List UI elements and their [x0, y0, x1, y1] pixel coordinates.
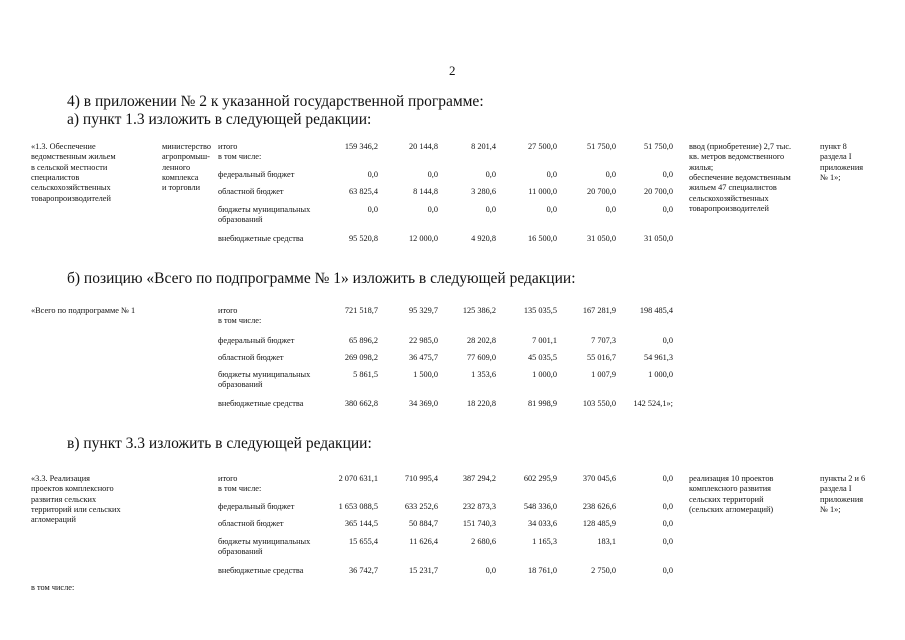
cell-value: 602 295,9 — [523, 474, 557, 483]
cell-value: 0,0 — [662, 336, 673, 345]
row-label-line: бюджеты муниципальных — [218, 370, 311, 379]
item-name-line: специалистов — [31, 172, 80, 182]
cell-value: 135 035,5 — [523, 306, 557, 315]
cell-value: 63 825,4 — [348, 187, 378, 196]
cell-value: 31 050,0 — [586, 234, 616, 243]
row-label-line: внебюджетные средства — [218, 399, 304, 408]
row-label-line: бюджеты муниципальных — [218, 537, 311, 546]
cell-value: 95 520,8 — [348, 234, 378, 243]
cell-value: 380 662,8 — [344, 399, 378, 408]
cell-value: 34 033,6 — [527, 519, 557, 528]
row-label-line: федеральный бюджет — [218, 336, 295, 345]
footer-note: в том числе: — [31, 583, 75, 592]
cell-value: 1 653 088,5 — [338, 502, 378, 511]
row-label-line: в том числе: — [218, 152, 262, 162]
cell-value: 1 000,0 — [648, 370, 673, 379]
cell-value: 198 485,4 — [639, 306, 673, 315]
page-number: 2 — [449, 63, 456, 78]
cell-value: 0,0 — [662, 474, 673, 483]
row-label-line: итого — [218, 474, 238, 483]
cell-value: 18 761,0 — [527, 566, 557, 575]
item-name-line: развития сельских — [31, 494, 97, 504]
reference-line: раздела I — [820, 484, 852, 494]
cell-value: 20 144,8 — [408, 142, 438, 151]
cell-value: 28 202,8 — [466, 336, 496, 345]
cell-value: 183,1 — [597, 537, 616, 546]
cell-value: 36 742,7 — [348, 566, 378, 575]
cell-value: 0,0 — [367, 205, 378, 214]
reference-line: приложения — [820, 162, 864, 172]
cell-value: 2 070 631,1 — [338, 474, 378, 483]
cell-value: 65 896,2 — [348, 336, 378, 345]
item-name-line: «1.3. Обеспечение — [31, 142, 96, 151]
cell-value: 16 500,0 — [527, 234, 557, 243]
cell-value: 0,0 — [485, 205, 496, 214]
heading-b: б) позицию «Всего по подпрограмме № 1» изложить в следующей редакции: — [67, 270, 576, 287]
expected-result-line: (сельских агломераций) — [689, 504, 774, 514]
cell-value: 4 920,8 — [471, 234, 496, 243]
row-label-line: областной бюджет — [218, 187, 284, 196]
cell-value: 95 329,7 — [408, 306, 438, 315]
cell-value: 12 000,0 — [408, 234, 438, 243]
cell-value: 387 294,2 — [462, 474, 496, 483]
expected-result-line: сельскохозяйственных — [689, 193, 769, 203]
cell-value: 151 740,3 — [462, 519, 496, 528]
expected-result-line: обеспечение ведомственным — [689, 172, 791, 182]
expected-result-line: товаропроизводителей — [689, 203, 769, 213]
row-label-line: в том числе: — [218, 484, 262, 494]
expected-result-line: реализация 10 проектов — [689, 474, 774, 483]
responsible-line: комплекса — [162, 172, 199, 182]
row-label-line: областной бюджет — [218, 353, 284, 362]
cell-value: 0,0 — [485, 566, 496, 575]
row-label-line: образований — [218, 380, 263, 390]
cell-value: 20 700,0 — [586, 187, 616, 196]
expected-result-line: жилья; — [689, 162, 714, 172]
intro-line-1: 4) в приложении № 2 к указанной государственной программе: — [67, 93, 484, 110]
cell-value: 3 280,6 — [471, 187, 496, 196]
cell-value: 45 035,5 — [527, 353, 557, 362]
cell-value: 0,0 — [427, 170, 438, 179]
cell-value: 128 485,9 — [582, 519, 616, 528]
cell-value: 51 750,0 — [643, 142, 673, 151]
cell-value: 8 144,8 — [413, 187, 438, 196]
row-label-line: внебюджетные средства — [218, 566, 304, 575]
intro-line-2: а) пункт 1.3 изложить в следующей редакции: — [67, 111, 372, 128]
cell-value: 8 201,4 — [471, 142, 496, 151]
cell-value: 0,0 — [662, 170, 673, 179]
cell-value: 1 000,0 — [532, 370, 557, 379]
row-label-line: в том числе: — [218, 316, 262, 326]
expected-result-line: сельских территорий — [689, 494, 764, 504]
cell-value: 1 353,6 — [471, 370, 496, 379]
reference-line: № 1»; — [820, 504, 841, 514]
cell-value: 125 386,2 — [462, 306, 496, 315]
cell-value: 103 550,0 — [582, 399, 616, 408]
item-name-line: агломераций — [31, 515, 76, 525]
item-name-line: в сельской местности — [31, 162, 108, 172]
cell-value: 710 995,4 — [404, 474, 438, 483]
responsible-line: и торговли — [162, 183, 201, 193]
cell-value: 1 500,0 — [413, 370, 438, 379]
cell-value: 18 220,8 — [466, 399, 496, 408]
item-name-line: товаропроизводителей — [31, 193, 111, 203]
item-name-line: территорий или сельских — [31, 504, 121, 514]
cell-value: 50 884,7 — [408, 519, 438, 528]
row-label-line: образований — [218, 215, 263, 225]
cell-value: 0,0 — [662, 205, 673, 214]
cell-value: 0,0 — [367, 170, 378, 179]
cell-value: 0,0 — [546, 205, 557, 214]
responsible-line: агропромыш- — [162, 152, 210, 162]
cell-value: 0,0 — [662, 566, 673, 575]
cell-value: 0,0 — [662, 537, 673, 546]
item-name-line: сельскохозяйственных — [31, 183, 111, 193]
reference-line: № 1»; — [820, 172, 841, 182]
cell-value: 15 655,4 — [348, 537, 378, 546]
cell-value: 269 098,2 — [344, 353, 378, 362]
cell-value: 22 985,0 — [408, 336, 438, 345]
cell-value: 0,0 — [427, 205, 438, 214]
cell-value: 0,0 — [662, 502, 673, 511]
cell-value: 20 700,0 — [643, 187, 673, 196]
expected-result-line: жильем 47 специалистов — [689, 183, 777, 193]
cell-value: 15 231,7 — [408, 566, 438, 575]
cell-value: 11 626,4 — [409, 537, 438, 546]
cell-value: 51 750,0 — [586, 142, 616, 151]
expected-result-line: комплексного развития — [689, 484, 771, 494]
cell-value: 55 016,7 — [586, 353, 616, 362]
reference-line: раздела I — [820, 152, 852, 162]
cell-value: 0,0 — [605, 170, 616, 179]
row-label-line: областной бюджет — [218, 519, 284, 528]
cell-value: 27 500,0 — [527, 142, 557, 151]
cell-value: 2 680,6 — [471, 537, 496, 546]
row-label-line: итого — [218, 306, 238, 315]
cell-value: 1 007,9 — [591, 370, 616, 379]
expected-result-line: ввод (приобретение) 2,7 тыс. — [689, 142, 792, 151]
cell-value: 7 001,1 — [532, 336, 557, 345]
cell-value: 77 609,0 — [466, 353, 496, 362]
cell-value: 34 369,0 — [408, 399, 438, 408]
cell-value: 54 961,3 — [643, 353, 673, 362]
cell-value: 721 518,7 — [344, 306, 378, 315]
cell-value: 1 165,3 — [532, 537, 557, 546]
heading-c: в) пункт 3.3 изложить в следующей редакции: — [67, 435, 372, 452]
item-name-line: «Всего по подпрограмме № 1 — [31, 306, 136, 315]
cell-value: 36 475,7 — [408, 353, 438, 362]
cell-value: 0,0 — [546, 170, 557, 179]
item-name-line: ведомственным жильем — [31, 152, 116, 162]
row-label-line: внебюджетные средства — [218, 234, 304, 243]
reference-line: приложения — [820, 494, 864, 504]
cell-value: 11 000,0 — [528, 187, 557, 196]
cell-value: 633 252,6 — [404, 502, 438, 511]
reference-line: пункт 8 — [820, 142, 847, 151]
expected-result-line: кв. метров ведомственного — [689, 152, 785, 162]
cell-value: 548 336,0 — [523, 502, 557, 511]
cell-value: 5 861,5 — [353, 370, 378, 379]
cell-value: 167 281,9 — [582, 306, 616, 315]
cell-value: 0,0 — [485, 170, 496, 179]
row-label-line: бюджеты муниципальных — [218, 205, 311, 214]
row-label-line: образований — [218, 547, 263, 557]
item-name-line: проектов комплексного — [31, 484, 114, 494]
row-label-line: итого — [218, 142, 238, 151]
cell-value: 0,0 — [605, 205, 616, 214]
item-name-line: «3.3. Реализация — [31, 474, 90, 483]
cell-value: 370 045,6 — [582, 474, 616, 483]
responsible-line: министерство — [162, 142, 212, 151]
cell-value: 31 050,0 — [643, 234, 673, 243]
cell-value: 232 873,3 — [462, 502, 496, 511]
cell-value: 238 626,6 — [582, 502, 616, 511]
cell-value: 365 144,5 — [344, 519, 378, 528]
cell-value: 159 346,2 — [344, 142, 378, 151]
cell-value: 0,0 — [662, 519, 673, 528]
row-label-line: федеральный бюджет — [218, 502, 295, 511]
responsible-line: ленного — [162, 162, 191, 172]
cell-value: 7 707,3 — [591, 336, 616, 345]
cell-value: 81 998,9 — [527, 399, 557, 408]
row-label-line: федеральный бюджет — [218, 170, 295, 179]
cell-value: 2 750,0 — [591, 566, 616, 575]
reference-line: пункты 2 и 6 — [820, 474, 866, 483]
cell-value: 142 524,1»; — [633, 399, 673, 408]
